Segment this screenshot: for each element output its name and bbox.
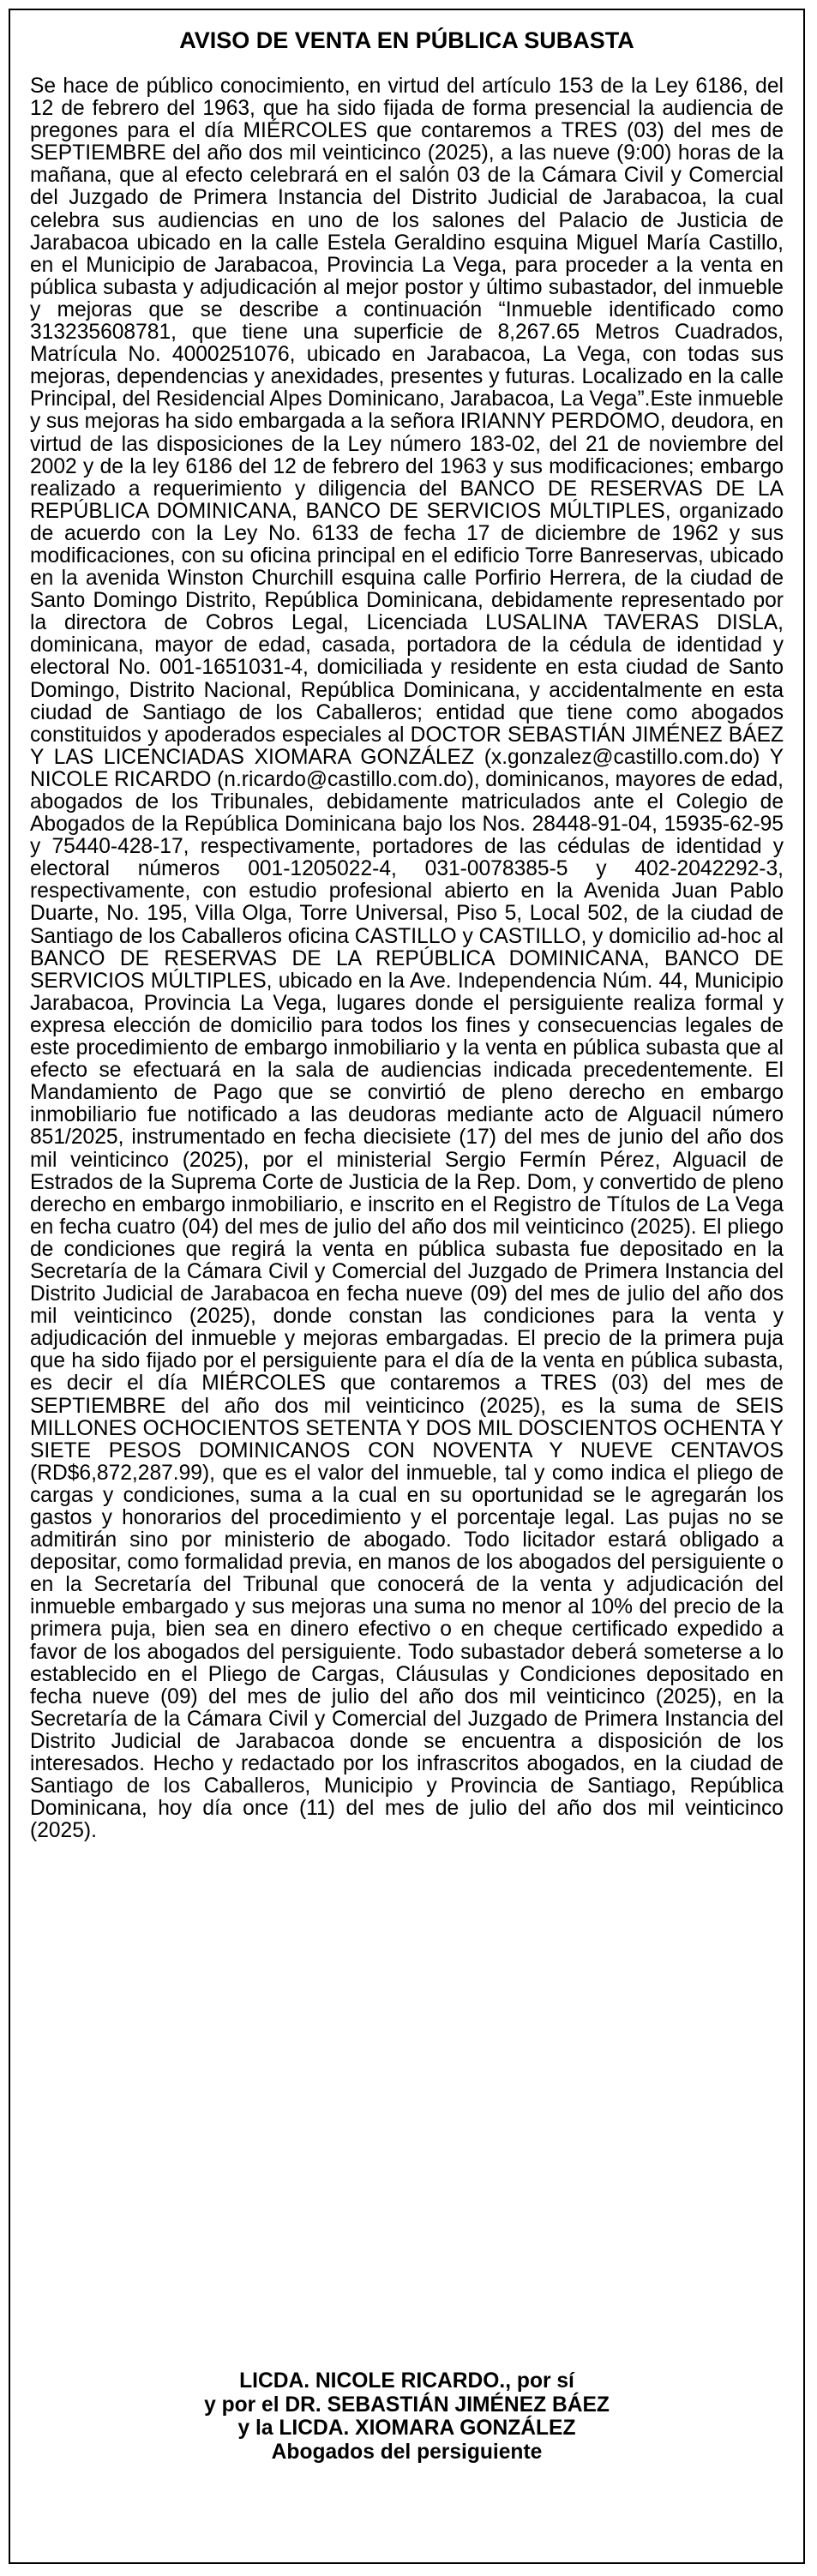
- signature-line-3: y la LICDA. XIOMARA GONZÁLEZ: [237, 2417, 576, 2440]
- signature-line-2: y por el DR. SEBASTIÁN JIMÉNEZ BÁEZ: [204, 2393, 610, 2417]
- notice-title: AVISO DE VENTA EN PÚBLICA SUBASTA: [179, 27, 634, 53]
- legal-notice: [9, 9, 805, 2564]
- signature-line-4: Abogados del persiguiente: [271, 2440, 543, 2464]
- signature-line-1: LICDA. NICOLE RICARDO., por sí: [239, 2369, 574, 2393]
- notice-body: Se hace de público conocimiento, en virtud del artículo 153 de la Ley 6186, del 12 de febrero del 1963, que ha sido fijada de forma presencial la audiencia de pregones para el día MIÉRCOLES que contaremos a TRES (03) del mes de SEPTIEMBRE del año dos mil veinticinco (2025), a las nueve (9:00) horas de la mañana, que al efecto celebrará en el salón 03 de la Cámara Civil y Comercial del Juzgado de Primera Instancia del Distrito Judicial de Jarabacoa, la cual celebra sus audiencias en uno de los salones del Palacio de Justicia de Jarabacoa ubicado en la calle Estela Geraldino esquina Miguel María Castillo, en el Municipio de Jarabacoa, Provincia La Vega, para proceder a la venta en pública subasta y adjudicación al mejor postor y último subastador, del inmueble y mejoras que se describe a continuación “Inmueble identificado como 313235608781, que tiene una superficie de 8,267.65 Metros Cuadrados, Matrícula No. 4000251076, ubicado en Jarabacoa, La Vega, con todas sus mejoras, dependencias y anexidades, presentes y futuras. Localizado en la calle Principal, del Residencial Alpes Dominicano, Jarabacoa, La Vega”.Este inmueble y sus mejoras ha sido embargada a la señora IRIANNY PERDOMO, deudora, en virtud de las disposiciones de la Ley número 183-02, del 21 de noviembre del 2002 y de la ley 6186 del 12 de febrero del 1963 y sus modificaciones; embargo realizado a requerimiento y diligencia del BANCO DE RESERVAS DE LA REPÚBLICA DOMINICANA, BANCO DE SERVICIOS MÚLTIPLES, organizado de acuerdo con la Ley No. 6133 de fecha 17 de diciembre de 1962 y sus modificaciones, con su oficina principal en el edificio Torre Banreservas, ubicado en la avenida Winston Churchill esquina calle Porfirio Herrera, de la ciudad de Santo Domingo Distrito, República Dominicana, debidamente representado por la directora de Cobros Legal, Licenciada LUSALINA TAVERAS DISLA, dominicana, mayor de edad, casada, portadora de la cédula de identidad y electoral No. 001-1651031-4, domiciliada y residente en esta ciudad de Santo Domingo, Distrito Nacional, República Dominicana, y accidentalmente en esta ciudad de Santiago de los Caballeros; entidad que tiene como abogados constituidos y apoderados especiales al DOCTOR SEBASTIÁN JIMÉNEZ BÁEZ Y LAS LICENCIADAS XIOMARA GONZÁLEZ (x.gonzalez@castillo.com.do) Y NICOLE RICARDO (n.ricardo@castillo.com.do), dominicanos, mayores de edad, abogados de los Tribunales, debidamente matriculados ante el Colegio de Abogados de la República Dominicana bajo los Nos. 28448-91-04, 15935-62-95 y 75440-428-17, respectivamente, portadores de las cédulas de identidad y electoral números 001-1205022-4, 031-0078385-5 y 402-2042292-3, respectivamente, con estudio profesional abierto en la Avenida Juan Pablo Duarte, No. 195, Villa Olga, Torre Universal, Piso 5, Local 502, de la ciudad de Santiago de los Caballeros oficina CASTILLO y CASTILLO, y domicilio ad-hoc al BANCO DE RESERVAS DE LA REPÚBLICA DOMINICANA, BANCO DE SERVICIOS MÚLTIPLES, ubicado en la Ave. Independencia Núm. 44, Municipio Jarabacoa, Provincia La Vega, lugares donde el persiguiente realiza formal y expresa elección de domicilio para todos los fines y consecuencias legales de este procedimiento de embargo inmobiliario y la venta en pública subasta que al efecto se efectuará en la sala de audiencias indicada precedentemente. El Mandamiento de Pago que se convirtió de pleno derecho en embargo inmobiliario fue notificado a las deudoras mediante acto de Alguacil número 851/2025, instrumentado en fecha diecisiete (17) del mes de junio del año dos mil veinticinco (2025), por el ministerial Sergio Fermín Pérez, Alguacil de Estrados de la Suprema Corte de Justicia de la Rep. Dom, y convertido de pleno derecho en embargo inmobiliario, e inscrito en el Registro de Títulos de La Vega en fecha cuatro (04) del mes de julio del año dos mil veinticinco (2025). El pliego de condiciones que regirá la venta en pública subasta fue depositado en la Secretaría de la Cámara Civil y Comercial del Juzgado de Primera Instancia del Distrito Judicial de Jarabacoa en fecha nueve (09) del mes de julio del año dos mil veinticinco (2025), donde constan las condiciones para la venta y adjudicación del inmueble y mejoras embargadas. El precio de la primera puja que ha sido fijado por el persiguiente para el día de la venta en pública subasta, es decir el día MIÉRCOLES que contaremos a TRES (03) del mes de SEPTIEMBRE del año dos mil veinticinco (2025), es la suma de SEIS MILLONES OCHOCIENTOS SETENTA Y DOS MIL DOSCIENTOS OCHENTA Y SIETE PESOS DOMINICANOS CON NOVENTA Y NUEVE CENTAVOS (RD$6,872,287.99), que es el valor del inmueble, tal y como indica el pliego de cargas y condiciones, suma a la cual en su oportunidad se le agregarán los gastos y honorarios del procedimiento y el porcentaje legal. Las pujas no se admitirán sino por ministerio de abogado. Todo licitador estará obligado a depositar, como formalidad previa, en manos de los abogados del persiguiente o en la Secretaría del Tribunal que conocerá de la venta y adjudicación del inmueble embargado y sus mejoras una suma no menor al 10% del precio de la primera puja, bien sea en dinero efectivo o en cheque certificado expedido a favor de los abogados del persiguiente. Todo subastador deberá someterse a lo establecido en el Pliego de Cargas, Cláusulas y Condiciones depositado en fecha nueve (09) del mes de julio del año dos mil veinticinco (2025), en la Secretaría de la Cámara Civil y Comercial del Juzgado de Primera Instancia del Distrito Judicial de Jarabacoa donde se encuentra a disposición de los interesados. Hecho y redactado por los infrascritos abogados, en la ciudad de Santiago de los Caballeros, Municipio y Provincia de Santiago, República Dominicana, hoy día once (11) del mes de julio del año dos mil veinticinco (2025).: [30, 75, 784, 1843]
- signature-block: [10, 2369, 803, 2464]
